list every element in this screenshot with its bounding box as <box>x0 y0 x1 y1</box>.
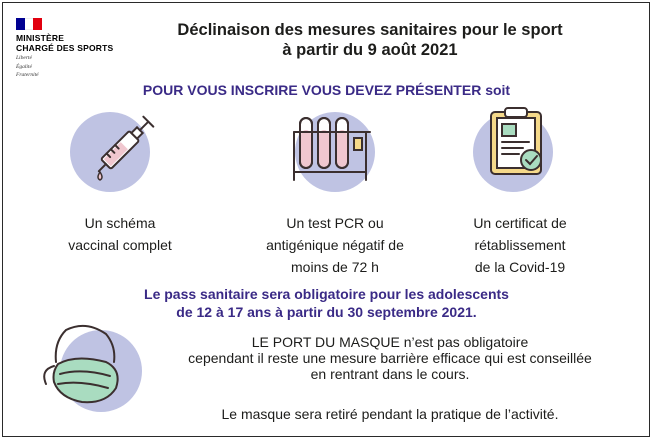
option-test-line-3: moins de 72 h <box>291 259 379 275</box>
mask-line-3: en rentrant dans le cours. <box>310 366 470 382</box>
option-certificate-line-1: Un certificat de <box>473 215 567 231</box>
option-vaccine-line-2: vaccinal complet <box>68 237 172 253</box>
subtitle: POUR VOUS INSCRIRE VOUS DEVEZ PRÉSENTER soit <box>142 82 511 98</box>
option-certificate-caption <box>440 212 600 278</box>
logo-line-1: MINISTÈRE <box>16 33 65 43</box>
option-test-line-1: Un test PCR ou <box>286 215 384 231</box>
face-mask-icon <box>36 322 136 412</box>
option-test-caption <box>235 212 435 278</box>
option-vaccine-caption <box>45 212 195 256</box>
option-test-line-2: antigénique négatif de <box>266 237 404 253</box>
test-tubes-icon <box>290 108 380 188</box>
ministry-logo <box>16 18 146 79</box>
teen-pass-notice <box>0 285 653 321</box>
notice-line-2: de 12 à 17 ans à partir du 30 septembre 2021. <box>176 304 477 320</box>
logo-line-2: CHARGÉ DES SPORTS <box>16 43 114 53</box>
french-flag-icon <box>16 18 42 30</box>
mask-info <box>150 334 630 382</box>
certificate-clipboard-icon <box>483 102 553 182</box>
option-certificate-line-3: de la Covid-19 <box>474 259 566 275</box>
syringe-icon <box>80 100 170 190</box>
motto-liberte: Liberté <box>16 55 32 61</box>
mask-line-1: LE PORT DU MASQUE n’est pas obligatoire <box>251 334 529 350</box>
title-line-1: Déclinaison des mesures sanitaires pour le sport <box>177 21 563 39</box>
mask-line-2: cependant il reste une mesure barrière efficace qui est conseillée <box>188 350 592 366</box>
option-certificate-line-2: rétablissement <box>474 237 566 253</box>
motto-egalite: Égalité <box>16 63 32 70</box>
title-line-2: à partir du 9 août 2021 <box>282 41 458 59</box>
page-title <box>150 20 590 60</box>
option-vaccine-line-1: Un schéma <box>84 215 156 231</box>
mask-removal-info: Le masque sera retiré pendant la pratique de l’activité. <box>221 406 559 422</box>
motto-fraternite: Fraternité <box>16 72 39 78</box>
notice-line-1: Le pass sanitaire sera obligatoire pour les adolescents <box>144 286 509 302</box>
